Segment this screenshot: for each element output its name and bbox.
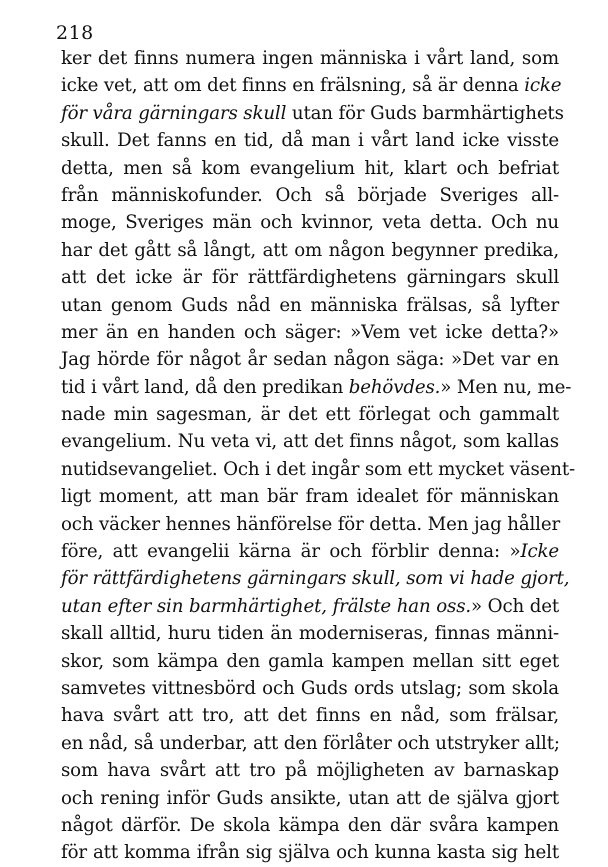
text-run: att det icke är för rättfärdighetens gärningars skull bbox=[61, 267, 559, 289]
body-text bbox=[61, 45, 576, 867]
text-run: ligt moment, att man bär fram idealet för människan bbox=[61, 486, 559, 508]
text-line bbox=[61, 72, 562, 99]
text-line bbox=[61, 702, 559, 729]
text-run: ker det finns numera ingen människa i vårt land, som bbox=[61, 48, 559, 69]
text-line bbox=[61, 757, 559, 784]
text-run: en nåd, så underbar, att den förlåter och utstryker allt; bbox=[61, 732, 560, 754]
text-run: och rening inför Guds ansikte, utan att de själva gjort bbox=[61, 787, 559, 809]
text-line bbox=[61, 346, 559, 373]
text-line bbox=[61, 292, 559, 319]
text-line bbox=[61, 812, 559, 839]
page-number: 218 bbox=[56, 22, 94, 44]
text-line bbox=[61, 45, 559, 72]
text-run: utan för Guds barmhärtighets bbox=[286, 102, 564, 124]
text-run: för att komma ifrån sig själva och kunna kasta sig helt bbox=[61, 842, 559, 864]
text-run: från människofunder. Och så började Sveriges all- bbox=[61, 184, 559, 206]
text-run: nutidsevangeliet. Och i det ingår som ett mycket väsent- bbox=[61, 458, 576, 480]
text-run: skall alltid, huru tiden än moderniseras, finnas männi- bbox=[61, 623, 559, 645]
text-line bbox=[61, 593, 559, 620]
text-run: moge, Sveriges män och kvinnor, veta detta. Och nu bbox=[61, 212, 559, 234]
text-run: nade min sagesman, är det ett förlegat och gammalt bbox=[61, 404, 559, 426]
text-line bbox=[61, 264, 559, 291]
text-line bbox=[61, 127, 559, 154]
text-run: som hava svårt att tro på möjligheten av barnaskap bbox=[61, 760, 559, 782]
text-line bbox=[61, 319, 559, 346]
text-run: evangelium. Nu veta vi, att det finns något, som kallas bbox=[61, 431, 559, 453]
text-line bbox=[61, 401, 559, 428]
text-line bbox=[61, 511, 559, 538]
text-run: utan genom Guds nåd en människa frälsas, så lyfter bbox=[61, 294, 559, 316]
text-run: samvetes vittnesbörd och Guds ords utslag; som skola bbox=[61, 677, 559, 699]
text-line bbox=[61, 565, 570, 592]
italic-text-run: Icke bbox=[520, 541, 559, 563]
text-run: Jag hörde för något år sedan någon säga: »Det var en bbox=[61, 349, 559, 371]
italic-text-run: icke bbox=[524, 75, 562, 97]
text-line bbox=[61, 182, 559, 209]
text-line bbox=[61, 675, 559, 702]
text-run: skull. Det fanns en tid, då man i vårt land icke visste bbox=[61, 130, 559, 152]
text-line bbox=[61, 209, 559, 236]
text-line bbox=[61, 483, 559, 510]
text-run: före, att evangelii kärna är och förblir denna: » bbox=[61, 541, 521, 563]
text-line bbox=[61, 648, 559, 675]
text-line bbox=[61, 428, 559, 455]
text-run: och väcker hennes hänförelse för detta. Men jag håller bbox=[61, 513, 561, 535]
text-run: skor, som kämpa den gamla kampen mellan sitt eget bbox=[61, 650, 559, 672]
text-run: icke vet, att om det finns en frälsning, så är denna bbox=[61, 75, 525, 97]
text-line bbox=[61, 237, 559, 264]
italic-text-run: behövdes. bbox=[348, 376, 441, 398]
text-line bbox=[61, 839, 559, 866]
text-run: hava svårt att tro, att det finns en nåd, som frälsar, bbox=[61, 705, 559, 727]
text-line bbox=[61, 155, 559, 182]
text-line bbox=[61, 100, 564, 127]
text-run: har det gått så långt, att om någon begynner predika, bbox=[61, 239, 559, 261]
text-run: » Men nu, me- bbox=[440, 376, 572, 398]
italic-text-run: utan efter sin barmhärtighet, frälste han oss. bbox=[61, 595, 472, 617]
italic-text-run: för rättfärdighetens gärningars skull, som vi hade gjort, bbox=[61, 568, 570, 590]
text-run: tid i vårt land, då den predikan bbox=[61, 376, 349, 398]
italic-text-run: för våra gärningars skull bbox=[61, 102, 287, 124]
text-line bbox=[61, 374, 572, 401]
text-line bbox=[61, 456, 576, 483]
text-run: något därför. De skola kämpa den där svåra kampen bbox=[61, 814, 559, 836]
text-line bbox=[61, 785, 559, 812]
text-run: mer än en handen och säger: »Vem vet icke detta?» bbox=[61, 321, 559, 343]
text-run: » Och det bbox=[471, 595, 559, 617]
text-line bbox=[61, 620, 559, 647]
text-run: detta, men så kom evangelium hit, klart och befriat bbox=[61, 157, 559, 179]
text-line bbox=[61, 730, 559, 757]
text-line bbox=[61, 538, 559, 565]
